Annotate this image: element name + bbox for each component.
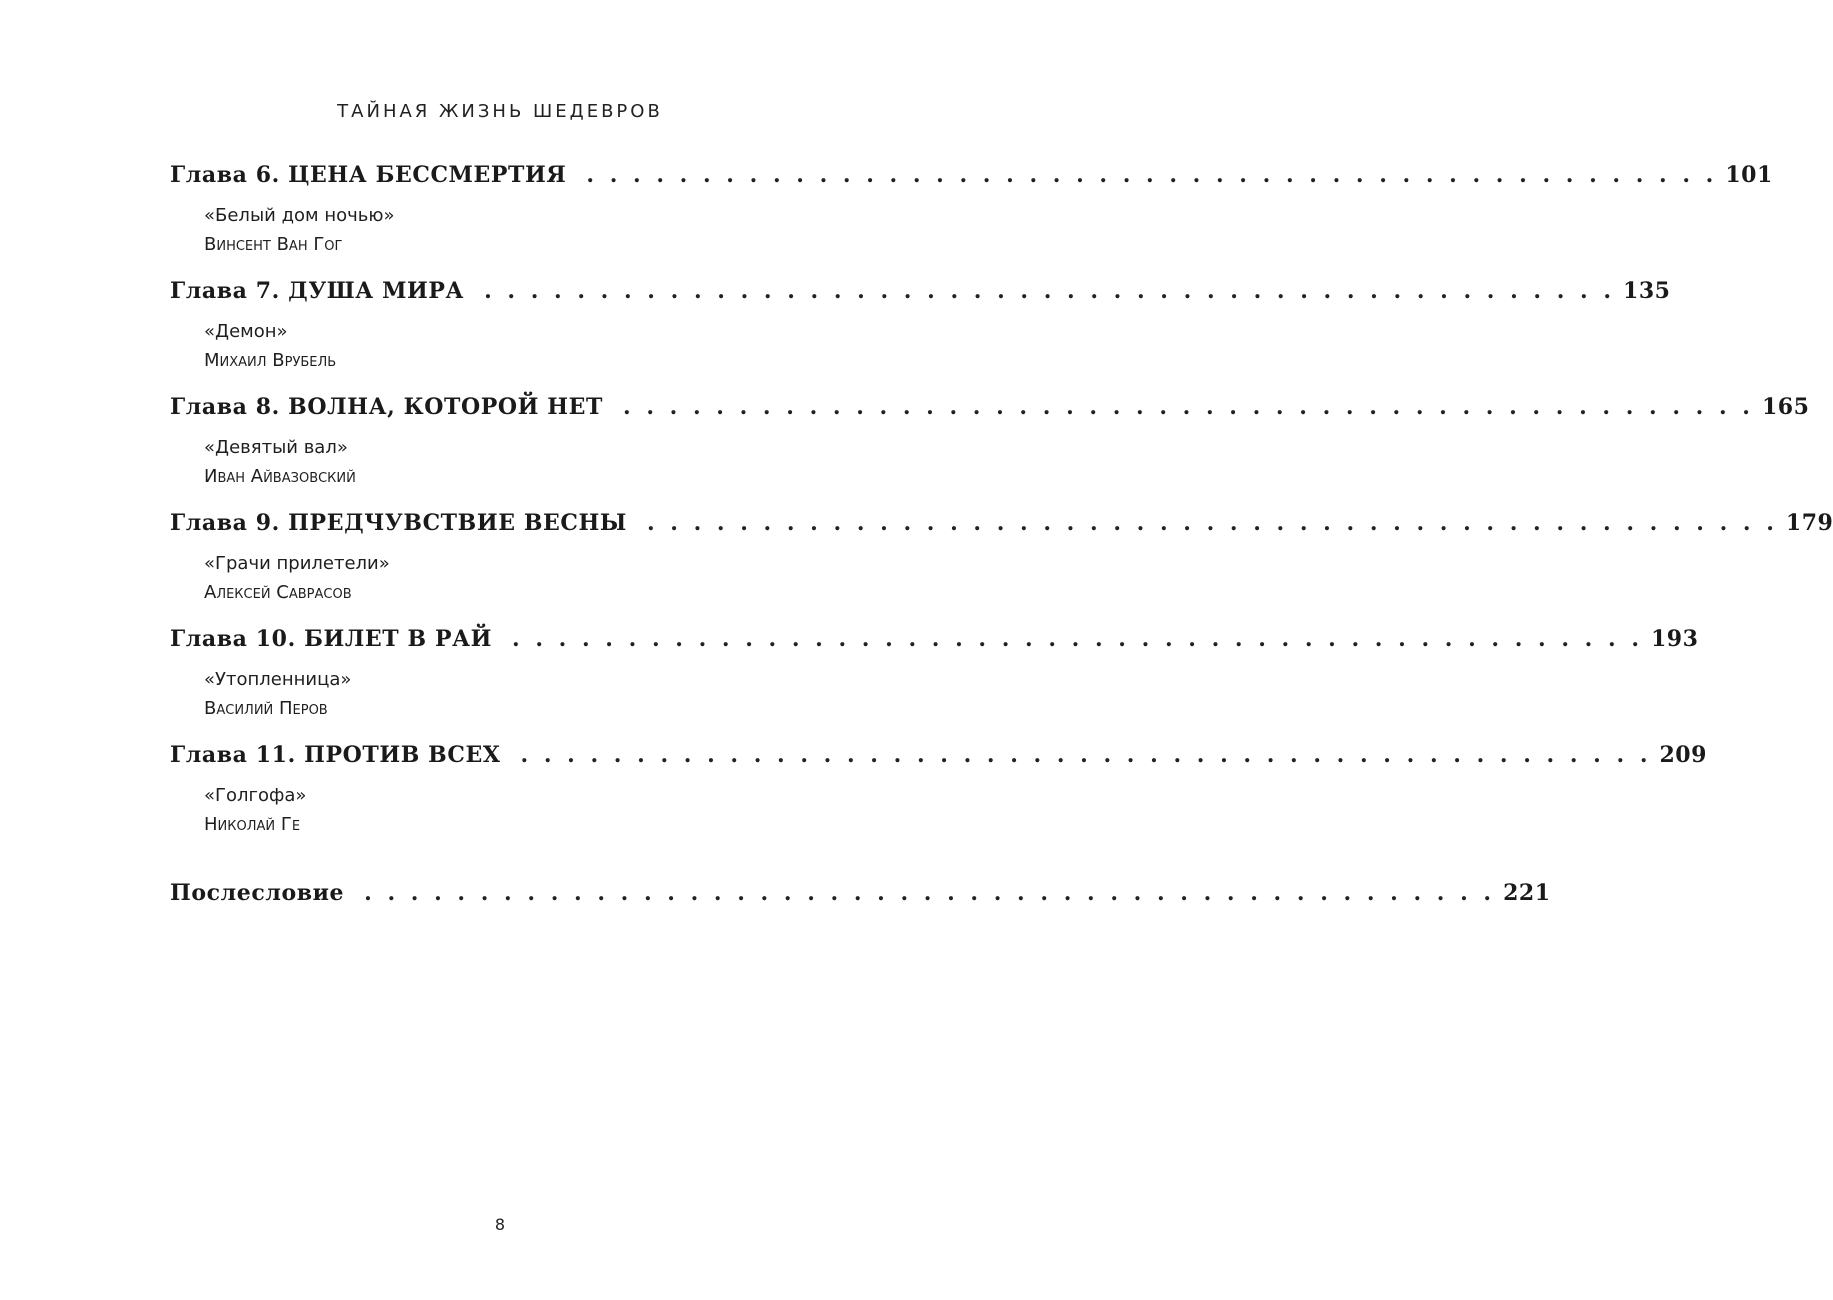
dot-leader: . . . . . . . . . . . . . . . . . . . . . . . . . . . . . . . . . . . . . . . . . . . . . . . . . xyxy=(512,626,1643,652)
artist-name: Василий Перов xyxy=(204,698,328,719)
dot-leader: . . . . . . . . . . . . . . . . . . . . . . . . . . . . . . . . . . . . . . . . . . . . . . . . . xyxy=(484,278,1616,304)
artwork-title: «Утопленница» xyxy=(204,669,352,690)
chapter-line[interactable] xyxy=(170,157,1773,193)
artist-name: Алексей Саврасов xyxy=(204,582,352,603)
chapter-line[interactable] xyxy=(170,389,1810,425)
afterword-title: Послесловие xyxy=(170,880,345,906)
dot-leader: . . . . . . . . . . . . . . . . . . . . . . . . . . . . . . . . . . . . . . . . . . . . . . . . . xyxy=(586,162,1718,188)
running-head: ТАЙНАЯ ЖИЗНЬ ШЕДЕВРОВ xyxy=(337,101,663,122)
chapter-title: Глава 10. БИЛЕТ В РАЙ xyxy=(170,626,493,652)
chapter-title: Глава 9. ПРЕДЧУВСТВИЕ ВЕСНЫ xyxy=(170,510,627,536)
artwork-title: «Демон» xyxy=(204,321,288,342)
toc-entry-chapter-10 xyxy=(170,621,1699,737)
chapter-details xyxy=(204,665,847,723)
dot-leader: . . . . . . . . . . . . . . . . . . . . . . . . . . . . . . . . . . . . . . . . . . . . . . . . . xyxy=(646,510,1778,536)
chapter-title: Глава 11. ПРОТИВ ВСЕХ xyxy=(170,742,501,768)
dot-leader: . . . . . . . . . . . . . . . . . . . . . . . . . . . . . . . . . . . . . . . . . . . . . . . . . xyxy=(364,880,1496,906)
artist-name: Михаил Врубель xyxy=(204,350,337,371)
chapter-details xyxy=(204,201,847,259)
toc-entry-chapter-7 xyxy=(170,273,1671,389)
artwork-title: «Девятый вал» xyxy=(204,437,348,458)
artwork-title: «Белый дом ночью» xyxy=(204,205,395,226)
chapter-title: Глава 7. ДУША МИРА xyxy=(170,278,465,304)
table-of-contents xyxy=(170,157,1833,911)
chapter-line[interactable] xyxy=(170,737,1707,773)
chapter-title: Глава 6. ЦЕНА БЕССМЕРТИЯ xyxy=(170,162,567,188)
chapter-line[interactable] xyxy=(170,273,1671,309)
page-number: 179 xyxy=(1785,510,1833,536)
artist-name: Николай Ге xyxy=(204,814,301,835)
page-number: 135 xyxy=(1623,278,1671,304)
artwork-title: «Грачи прилетели» xyxy=(204,553,390,574)
toc-entry-afterword[interactable] xyxy=(170,875,1551,911)
toc-entry-chapter-8 xyxy=(170,389,1810,505)
chapter-line[interactable] xyxy=(170,505,1833,541)
dot-leader: . . . . . . . . . . . . . . . . . . . . . . . . . . . . . . . . . . . . . . . . . . . . . . . . . xyxy=(520,742,1652,768)
toc-entry-chapter-11 xyxy=(170,737,1707,853)
chapter-details xyxy=(204,433,847,491)
page-folio: 8 xyxy=(494,1215,506,1234)
page-number: 209 xyxy=(1659,742,1707,768)
chapter-line[interactable] xyxy=(170,621,1699,657)
toc-entry-chapter-6 xyxy=(170,157,1773,273)
page-number: 101 xyxy=(1725,162,1773,188)
toc-entry-chapter-9 xyxy=(170,505,1833,621)
page-number: 193 xyxy=(1650,626,1699,652)
artist-name: Иван Айвазовский xyxy=(204,466,356,487)
artwork-title: «Голгофа» xyxy=(204,785,307,806)
page-number: 165 xyxy=(1761,394,1810,420)
chapter-title: Глава 8. ВОЛНА, КОТОРОЙ НЕТ xyxy=(170,394,604,420)
chapter-details xyxy=(204,781,847,839)
dot-leader: . . . . . . . . . . . . . . . . . . . . . . . . . . . . . . . . . . . . . . . . . . . . . . . . . xyxy=(623,394,1754,420)
page-number: 221 xyxy=(1503,880,1551,906)
chapter-details xyxy=(204,317,847,375)
artist-name: Винсент Ван Гог xyxy=(204,234,343,255)
chapter-details xyxy=(204,549,847,607)
